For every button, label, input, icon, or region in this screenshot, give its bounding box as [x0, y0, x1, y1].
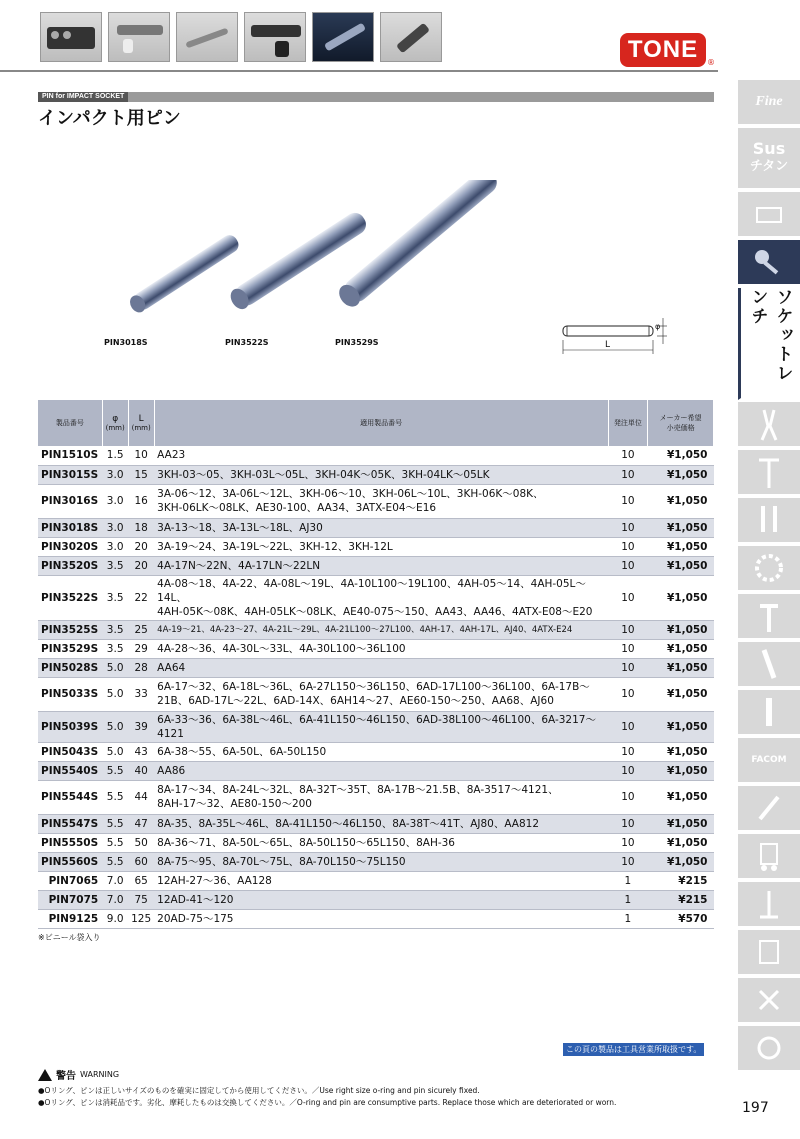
table-row [38, 556, 714, 575]
cell-unit: 10 [608, 620, 648, 639]
cell-apply [154, 909, 608, 928]
table-row [38, 575, 714, 620]
table-row [38, 909, 714, 928]
cell-length: 75 [128, 890, 154, 909]
apply-line-1: 6A-17～32、6A-18L～36L、6A-27L150～36L150、6AD-17L100～36L100、6A-17B～ [157, 681, 590, 693]
cell-phi: 3.0 [102, 518, 128, 537]
cell-code: PIN5550S [38, 833, 102, 852]
cell-phi: 5.5 [102, 761, 128, 780]
cell-apply [154, 814, 608, 833]
header-price-line2: 小売価格 [666, 424, 695, 432]
cell-price: ¥570 [648, 909, 714, 928]
facom-logo: FACOM [751, 755, 787, 765]
apply-line-1: 20AD-75～175 [157, 912, 234, 925]
tab-tool-cart[interactable] [738, 930, 800, 976]
warning-title-en: WARNING [80, 1070, 120, 1079]
cell-code: PIN5039S [38, 711, 102, 742]
cell-price: ¥1,050 [648, 658, 714, 677]
cell-phi: 5.5 [102, 833, 128, 852]
cutter-icon [754, 983, 784, 1017]
cell-price: ¥215 [648, 871, 714, 890]
cell-price: ¥1,050 [648, 833, 714, 852]
cell-price: ¥215 [648, 890, 714, 909]
tab-punch[interactable] [738, 690, 800, 736]
table-row [38, 465, 714, 484]
cell-apply [154, 658, 608, 677]
socket-wrench-icon [752, 247, 786, 277]
header-length-label: L [138, 414, 144, 424]
table-row [38, 658, 714, 677]
cell-length: 40 [128, 761, 154, 780]
pin-dimension-diagram [553, 310, 673, 360]
tab-gear-puller[interactable] [738, 546, 800, 592]
cell-code: PIN5033S [38, 677, 102, 711]
table-body [38, 446, 714, 928]
cell-apply [154, 639, 608, 658]
cell-price: ¥1,050 [648, 711, 714, 742]
cell-phi: 7.0 [102, 890, 128, 909]
header-code: 製品番号 [38, 400, 102, 446]
caption-pin3018s: PIN3018S [104, 338, 148, 347]
packaging-note: ※ビニール袋入り [38, 933, 101, 942]
cell-code: PIN5540S [38, 761, 102, 780]
cell-phi: 3.5 [102, 556, 128, 575]
cell-apply [154, 556, 608, 575]
cell-phi: 7.0 [102, 871, 128, 890]
cell-length: 29 [128, 639, 154, 658]
table-row [38, 833, 714, 852]
table-row [38, 639, 714, 658]
cell-code: PIN3529S [38, 639, 102, 658]
cell-length: 22 [128, 575, 154, 620]
apply-line-1: 4A-19～21、4A-23～27、4A-21L～29L、4A-21L100～27L100、4AH-17、4AH-17L、AJ40、4ATX-E24 [157, 624, 573, 635]
thumb-impact-pin-icon[interactable] [312, 12, 374, 62]
category-thumbnails [40, 12, 442, 62]
cell-price: ¥1,050 [648, 620, 714, 639]
cell-code: PIN7075 [38, 890, 102, 909]
header-length [128, 400, 154, 446]
cell-length: 125 [128, 909, 154, 928]
cell-length: 65 [128, 871, 154, 890]
cell-length: 60 [128, 852, 154, 871]
tab-stand[interactable] [738, 882, 800, 928]
cell-apply [154, 465, 608, 484]
cell-code: PIN5544S [38, 780, 102, 814]
apply-line-1: 3A-06～12、3A-06L～12L、3KH-06～10、3KH-06L～10L、3KH-06K～08K、 [157, 488, 544, 500]
cell-price: ¥1,050 [648, 814, 714, 833]
cell-code: PIN3018S [38, 518, 102, 537]
cell-phi: 3.0 [102, 484, 128, 518]
cell-code: PIN9125 [38, 909, 102, 928]
tab-facom[interactable] [738, 738, 800, 784]
cell-length: 18 [128, 518, 154, 537]
table-row [38, 677, 714, 711]
warning-line-2: ●Oリング、ピンは消耗品です。劣化、摩耗したものは交換してください。／O-ring and pin are consumptive parts. Replace those which are deteriorated or worn. [38, 1098, 617, 1107]
cell-apply [154, 871, 608, 890]
registered-mark: ® [707, 58, 715, 67]
cell-price: ¥1,050 [648, 484, 714, 518]
cell-apply [154, 677, 608, 711]
table-row [38, 742, 714, 761]
tab-screwdriver[interactable] [738, 498, 800, 544]
table-header-row [38, 400, 714, 446]
cell-code: PIN5028S [38, 658, 102, 677]
cell-code: PIN5560S [38, 852, 102, 871]
apply-line-1: 6A-33～36、6A-38L～46L、6A-41L150～46L150、6AD-38L100～46L100、6A-3217～4121 [157, 713, 596, 740]
table-row [38, 871, 714, 890]
cell-length: 50 [128, 833, 154, 852]
cell-unit: 1 [608, 871, 648, 890]
cell-apply [154, 780, 608, 814]
cell-unit: 10 [608, 575, 648, 620]
header-unit: 発注単位 [608, 400, 648, 446]
caption-pin3522s: PIN3522S [225, 338, 269, 347]
page-number: 197 [742, 1100, 769, 1116]
apply-line-2: 8AH-17～32、AE80-150～200 [157, 798, 312, 810]
pin-small-image [127, 232, 242, 315]
cell-unit: 10 [608, 518, 648, 537]
apply-line-1: 4A-08～18、4A-22、4A-08L～19L、4A-10L100～19L100、4AH-05～14、4AH-05L～14L、 [157, 577, 586, 604]
cell-price: ¥1,050 [648, 465, 714, 484]
header-price [648, 400, 714, 446]
apply-line-1: 8A-36～71、8A-50L～65L、8A-50L150～65L150、8AH-36 [157, 836, 455, 849]
table-row [38, 890, 714, 909]
header-price-line1: メーカー希望 [659, 414, 702, 422]
cell-price: ¥1,050 [648, 852, 714, 871]
cell-unit: 10 [608, 484, 648, 518]
cell-unit: 10 [608, 852, 648, 871]
cell-unit: 10 [608, 761, 648, 780]
apply-line-1: 12AH-27～36、AA128 [157, 874, 272, 887]
cell-phi: 3.0 [102, 465, 128, 484]
cell-apply [154, 518, 608, 537]
cell-code: PIN1510S [38, 446, 102, 465]
cell-unit: 10 [608, 833, 648, 852]
cell-apply [154, 711, 608, 742]
header-rule [0, 70, 718, 72]
tab-torque[interactable] [738, 786, 800, 832]
dim-phi-label: φ [655, 322, 661, 331]
tab-t-wrench[interactable] [738, 450, 800, 496]
cell-code: PIN3020S [38, 537, 102, 556]
punch-icon [754, 694, 784, 730]
tab-pliers[interactable] [738, 402, 800, 448]
tab-file[interactable] [738, 642, 800, 688]
cell-price: ¥1,050 [648, 537, 714, 556]
header-apply: 適用製品番号 [154, 400, 608, 446]
cell-length: 33 [128, 677, 154, 711]
trolley-icon [754, 839, 784, 873]
cell-phi: 9.0 [102, 909, 128, 928]
apply-line-1: 3A-13～18、3A-13L～18L、AJ30 [157, 521, 323, 534]
cell-length: 43 [128, 742, 154, 761]
tone-logo: TONE [620, 33, 706, 67]
cell-length: 28 [128, 658, 154, 677]
table-row [38, 620, 714, 639]
apply-line-1: 3KH-03～05、3KH-03L～05L、3KH-04K～05K、3KH-04LK～05LK [157, 468, 490, 481]
apply-line-1: 8A-17～34、8A-24L～32L、8A-32T～35T、8A-17B～21.5B、8A-3517～4121、 [157, 784, 559, 796]
cell-unit: 10 [608, 814, 648, 833]
cell-unit: 10 [608, 556, 648, 575]
cell-apply [154, 575, 608, 620]
side-index-tabs [738, 72, 800, 1072]
pin-spec-table [38, 400, 714, 929]
cell-unit: 10 [608, 742, 648, 761]
torque-icon [754, 791, 784, 825]
apply-line-1: 3A-19～24、3A-19L～22L、3KH-12、3KH-12L [157, 540, 393, 553]
cell-length: 15 [128, 465, 154, 484]
cell-length: 44 [128, 780, 154, 814]
apply-line-1: 4A-28～36、4A-30L～33L、4A-30L100～36L100 [157, 642, 406, 655]
table-row [38, 780, 714, 814]
apply-line-2: 4AH-05K～08K、4AH-05LK～08LK、AE40-075～150、AA43、AA46、4ATX-E08～E20 [157, 605, 593, 618]
apply-line-1: AA64 [157, 661, 186, 674]
cell-length: 25 [128, 620, 154, 639]
warning-line-1: ●Oリング、ピンは正しいサイズのものを確実に固定してから使用してください。／Use right size o-ring and pin sicurely fixed. [38, 1086, 480, 1095]
cell-apply [154, 446, 608, 465]
cell-unit: 10 [608, 677, 648, 711]
cell-price: ¥1,050 [648, 677, 714, 711]
cell-length: 20 [128, 556, 154, 575]
cell-apply [154, 537, 608, 556]
cell-apply [154, 761, 608, 780]
pin-large-image [335, 180, 500, 311]
apply-line-1: 4A-17N～22N、4A-17LN～22LN [157, 559, 321, 572]
warning-heading [38, 1067, 119, 1082]
pins-illustration [120, 180, 500, 330]
cell-unit: 1 [608, 909, 648, 928]
apply-line-1: 6A-38～55、6A-50L、6A-50L150 [157, 745, 327, 758]
apply-line-2: 3KH-06LK～08LK、AE30-100、AA34、3ATX-E04～E16 [157, 502, 437, 514]
apply-line-1: 8A-35、8A-35L～46L、8A-41L150～46L150、8A-38T～41T、AJ80、AA812 [157, 817, 540, 830]
cell-phi: 5.0 [102, 677, 128, 711]
cell-phi: 5.0 [102, 711, 128, 742]
cell-apply [154, 852, 608, 871]
cell-code: PIN3016S [38, 484, 102, 518]
table-row [38, 518, 714, 537]
table-row [38, 484, 714, 518]
cell-unit: 10 [608, 537, 648, 556]
t-wrench-icon [754, 454, 784, 490]
cell-unit: 10 [608, 446, 648, 465]
cell-apply [154, 620, 608, 639]
header-phi-unit: (mm) [105, 424, 125, 432]
tab-pipe-tool[interactable] [738, 1026, 800, 1072]
cell-length: 47 [128, 814, 154, 833]
cell-length: 39 [128, 711, 154, 742]
section-bar [38, 92, 714, 102]
file-tool-icon [754, 646, 784, 682]
thumb-extension-icon[interactable] [380, 12, 442, 62]
cell-phi: 3.0 [102, 537, 128, 556]
cell-price: ¥1,050 [648, 518, 714, 537]
tab-cutter[interactable] [738, 978, 800, 1024]
tab-titan-label: チタン [749, 159, 789, 174]
table-row [38, 537, 714, 556]
cell-apply [154, 484, 608, 518]
cell-code: PIN7065 [38, 871, 102, 890]
tab-sus-label: Sus [752, 139, 786, 158]
thumb-socket-rail-icon[interactable] [244, 12, 306, 62]
cell-phi: 5.5 [102, 780, 128, 814]
header-length-unit: (mm) [131, 424, 151, 432]
section-tag: PIN for IMPACT SOCKET [38, 92, 128, 102]
tab-toolbox[interactable] [738, 192, 800, 238]
cell-unit: 10 [608, 711, 648, 742]
tab-trolley[interactable] [738, 834, 800, 880]
cell-apply [154, 742, 608, 761]
cell-phi: 3.5 [102, 620, 128, 639]
cell-length: 10 [128, 446, 154, 465]
table-row [38, 852, 714, 871]
dim-length-label: L [605, 340, 611, 350]
cell-phi: 5.5 [102, 814, 128, 833]
tab-fine-label: Fine [755, 94, 783, 109]
hammer-icon [754, 598, 784, 634]
table-row [38, 761, 714, 780]
cell-code: PIN5547S [38, 814, 102, 833]
header-phi [102, 400, 128, 446]
table-row [38, 446, 714, 465]
tab-sus-titan[interactable] [738, 128, 800, 190]
gear-icon [752, 551, 786, 585]
cell-code: PIN3525S [38, 620, 102, 639]
apply-line-1: 8A-75～95、8A-70L～75L、8A-70L150～75L150 [157, 855, 406, 868]
warning-triangle-icon [38, 1069, 52, 1081]
pipe-tool-icon [754, 1031, 784, 1065]
tool-cart-icon [754, 935, 784, 969]
cell-unit: 10 [608, 658, 648, 677]
cell-price: ¥1,050 [648, 575, 714, 620]
pliers-icon [754, 406, 784, 442]
cell-price: ¥1,050 [648, 742, 714, 761]
cell-apply [154, 833, 608, 852]
cell-price: ¥1,050 [648, 556, 714, 575]
warning-title: 警告 [56, 1071, 76, 1082]
cell-price: ¥1,050 [648, 446, 714, 465]
thumb-sockets-icon[interactable] [108, 12, 170, 62]
page-title: インパクト用ピン [38, 108, 181, 129]
cell-code: PIN3522S [38, 575, 102, 620]
cell-phi: 1.5 [102, 446, 128, 465]
cell-phi: 3.5 [102, 575, 128, 620]
apply-line-1: AA23 [157, 449, 186, 462]
cell-length: 16 [128, 484, 154, 518]
table-row [38, 711, 714, 742]
tab-fine[interactable] [738, 80, 800, 126]
cell-unit: 10 [608, 465, 648, 484]
tab-socket[interactable] [738, 240, 800, 286]
apply-line-1: 12AD-41～120 [157, 893, 234, 906]
apply-line-2: 21B、6AD-17L～22L、6AD-14X、6AH14～27、AE60-150～250、AA68、AJ60 [157, 695, 554, 707]
stand-icon [754, 887, 784, 921]
table-row [38, 814, 714, 833]
cell-apply [154, 890, 608, 909]
cell-price: ¥1,050 [648, 761, 714, 780]
tab-socket-label: ソケットレンチ [738, 288, 800, 400]
caption-pin3529s: PIN3529S [335, 338, 379, 347]
cell-price: ¥1,050 [648, 780, 714, 814]
sales-office-stamp: この頁の製品は工具営業所取扱です。 [563, 1043, 704, 1056]
cell-phi: 5.0 [102, 742, 128, 761]
thumb-socket-set-icon[interactable] [40, 12, 102, 62]
tab-hammer[interactable] [738, 594, 800, 640]
apply-line-1: AA86 [157, 764, 186, 777]
cell-length: 20 [128, 537, 154, 556]
cell-code: PIN5043S [38, 742, 102, 761]
cell-code: PIN3520S [38, 556, 102, 575]
cell-unit: 10 [608, 780, 648, 814]
header-phi-label: φ [112, 414, 119, 424]
cell-phi: 5.0 [102, 658, 128, 677]
cell-price: ¥1,050 [648, 639, 714, 658]
screwdriver-icon [754, 502, 784, 538]
cell-unit: 1 [608, 890, 648, 909]
cell-phi: 5.5 [102, 852, 128, 871]
cell-unit: 10 [608, 639, 648, 658]
cell-phi: 3.5 [102, 639, 128, 658]
cell-code: PIN3015S [38, 465, 102, 484]
thumb-ratchet-icon[interactable] [176, 12, 238, 62]
toolbox-icon [754, 202, 784, 226]
